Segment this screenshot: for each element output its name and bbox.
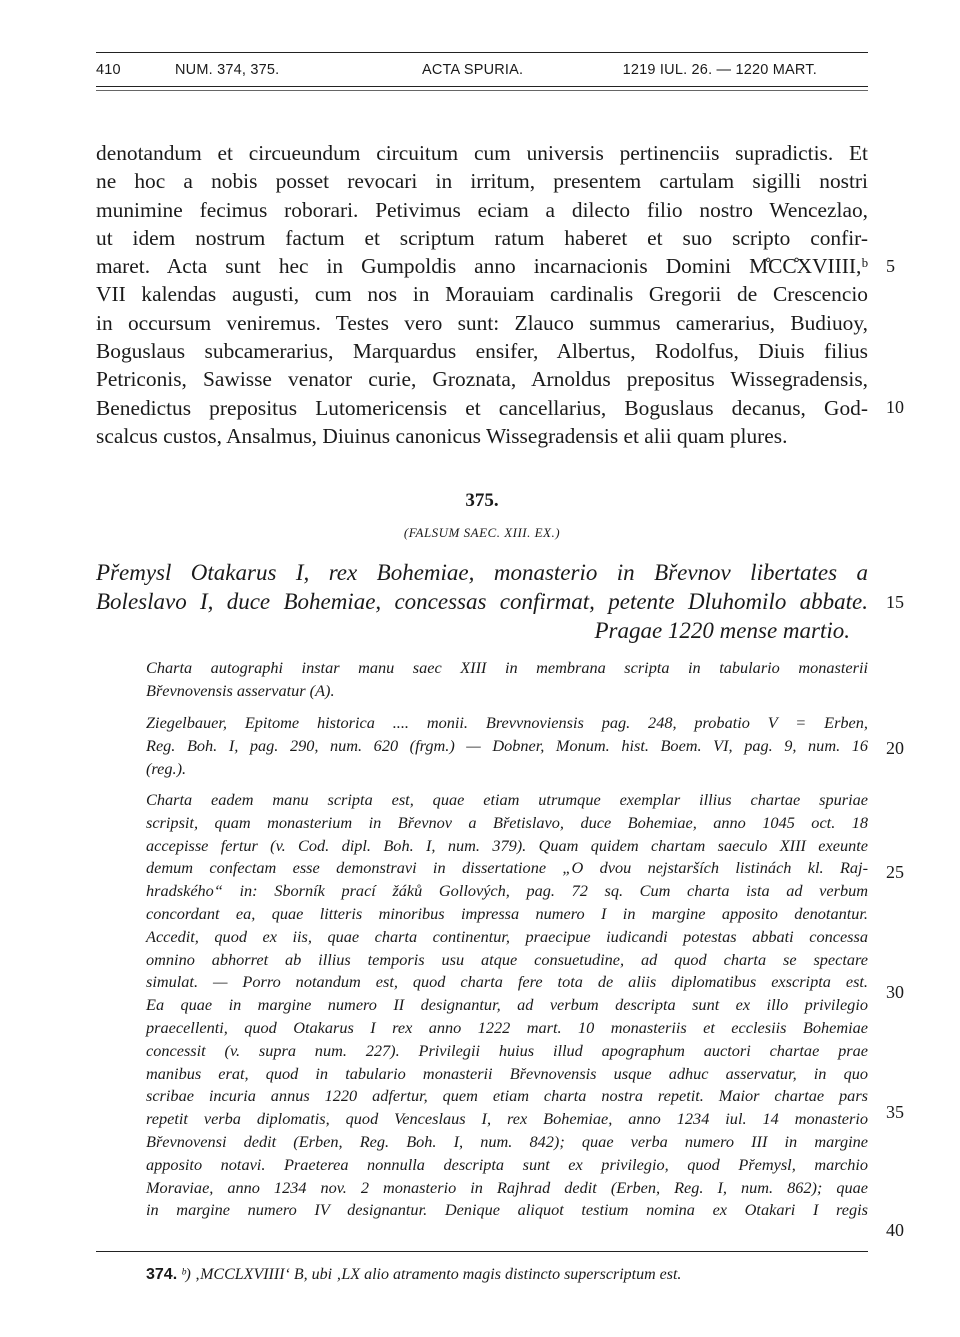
notes-line: Ziegelbauer, Epitome historica .... monii. Brevvnoviensis pag. 248, probatio V = Erben, [146,713,868,732]
body-line: munimine fecimus roborari. Petivimus eciam a dilecto filio nostro Wencezlao, [96,197,868,222]
notes-line: scripsit, quam monasterium in Břevnov a Břetislavo, duce Bohemiae, anno 1045 oct. 18 [146,812,868,832]
header-rule-bottom-thin [96,90,868,91]
notes-paragraph-source [146,657,868,703]
notes-line: accepisse fertur (v. Cod. dipl. Boh. I, num. 379). Quam quidem chartam saeculo XIII exeunte [146,835,868,855]
page-number: 410 [96,62,121,78]
body-line: denotandum et circueundum circuitum cum universis pertinenciis supradictis. Et [96,141,868,165]
notes-line: in margine numero IV designantur. Denique aliquot testium nomina ex Otakari I regis [146,1200,868,1220]
body-line: VII kalendas augusti, cum nos in Morauiam cardinalis Gregorii de Crescencio [96,282,868,307]
notes-paragraph-commentary [146,789,868,1222]
header-doc-numbers: NUM. 374, 375. [175,62,280,78]
notes-line: Moraviae, anno 1234 nov. 2 monasterio in Rajhrad dedit (Erben, Reg. I, num. 862); quae [146,1177,868,1197]
body-line: Boguslaus subcamerarius, Marquardus ensifer, Albertus, Rodolfus, Diuis filius [96,339,868,364]
body-line: scalcus custos, Ansalmus, Diuinus canonicus Wissegradensis et alii quam plures. [96,423,788,448]
body-line: maret. Acta sunt hec in Gumpoldis anno incarnacionis Domini M̊CC̊XVIIII,ᵇ [96,254,868,279]
margin-line-number: 25 [886,862,904,882]
header-running-title: ACTA SPURIA. [422,62,524,78]
header-date-range: 1219 IUL. 26. — 1220 MART. [622,62,817,78]
regest-line: Přemysl Otakarus I, rex Bohemiae, monasterio in Břevnov libertates a [96,560,868,585]
regest-line: Pragae 1220 mense martio. [594,618,850,643]
notes-line: omnino abhorret ab illius temporis usu atque consuetudine, ad quod charta se spectare [146,949,868,969]
notes-line: demum confectam esse demonstravi in dissertatione „O dvou nejstarších listinách kl. Raj- [146,858,868,878]
notes-line: hradského“ in: Sborník prací žáků Gollových, pag. 72 sq. Cum charta ista ad verbum [146,881,868,901]
body-line: in occursum veniremus. Testes vero sunt: Zlauco summus camerarius, Budiuoy, [96,310,868,335]
notes-line: (reg.). [146,758,187,778]
margin-line-number: 30 [886,982,904,1002]
notes-line: Charta eadem manu scripta est, quae etiam utrumque exemplar illius chartae spuriae [146,790,868,809]
footnote [146,1266,868,1284]
header-rule-top [96,52,868,53]
notes-line: Břevnovensi dedit (Erben, Reg. Boh. I, num. 842); quae verba numero III in margine [146,1131,868,1151]
document-number: 375. [465,490,499,511]
notes-paragraph-editions [146,712,868,780]
notes-line: concessit (v. supra num. 227). Privilegii huius illud apographum auctori chartae prae [146,1040,868,1060]
notes-line: manibus erat, quod in tabulario monasterii Břevnovensis usque adhuc asservatur, in quo [146,1063,868,1083]
notes-line: concordant ea, quae litteris minoribus impressa numero I in margine apposito denotantur. [146,903,868,923]
notes-line: praecellenti, quod Otakarus I rex anno 1222 mart. 10 monasteriis et ecclesiis Bohemiae [146,1017,868,1037]
notes-line: Břevnovensis asservatur (A). [146,680,335,700]
regest [96,558,868,645]
regest-line: Boleslavo I, duce Bohemiae, concessas confirmat, petente Dluhomilo abbate. [96,589,868,614]
body-text [96,139,868,450]
margin-line-number: 40 [886,1220,904,1240]
margin-line-number: 10 [886,397,904,417]
footnote-doc-number: 374. [146,1266,178,1283]
footnote-rule [96,1251,868,1252]
body-line: Benedictus prepositus Lutomericensis et cancellarius, Boguslaus decanus, God- [96,395,868,420]
footnote-text: ᵇ) ‚MCCLXVIIII‘ B, ubi ‚LX alio atramento magis distincto superscriptum est. [181,1266,682,1283]
notes-line: simulat. — Porro notandum est, quod charta fere tota de aliis diplomatibus exscripta est. [146,972,868,992]
notes-line: repetit verba diplomatis, quod Venceslaus I, rex Bohemiae, anno 1234 iul. 14 monasterio [146,1109,868,1129]
notes-line: apposito notavi. Praeterea nonnulla descripta sunt ex privilegio, quod Přemysl, marchio [146,1154,868,1174]
header-rule-bottom [96,86,868,87]
notes-line: Charta autographi instar manu saec XIII in membrana scripta in tabulario monasterii [146,658,868,677]
margin-line-number: 5 [886,256,895,276]
notes-line: Ea quae in margine numero II designantur, ad verbum descripta sunt ex illo privilegio [146,995,868,1015]
notes-line: Reg. Boh. I, pag. 290, num. 620 (frgm.) — Dobner, Monum. hist. Boem. VI, pag. 9, num. 16 [146,735,868,755]
document-dating-note: (FALSUM SAEC. XIII. EX.) [403,525,561,540]
running-header [96,62,868,82]
notes-line: scribae incuria annus 1220 adfertur, quem etiam charta nostra repetit. Maior chartae pars [146,1086,868,1106]
notes-line: Accedit, quod ex iis, quae charta continentur, praecipue iudicandi potestas abbati concessa [146,926,868,946]
body-line: ne hoc a nobis posset revocari in irritum, presentem cartulam sigilli nostri [96,169,868,194]
margin-line-number: 35 [886,1102,904,1122]
margin-line-number: 15 [886,592,904,612]
margin-line-number: 20 [886,738,904,758]
body-line: Petriconis, Sawisse venator curie, Groznata, Arnoldus prepositus Wissegradensis, [96,367,868,392]
body-line: ut idem nostrum factum et scriptum ratum haberet et suo scripto confir- [96,225,868,250]
